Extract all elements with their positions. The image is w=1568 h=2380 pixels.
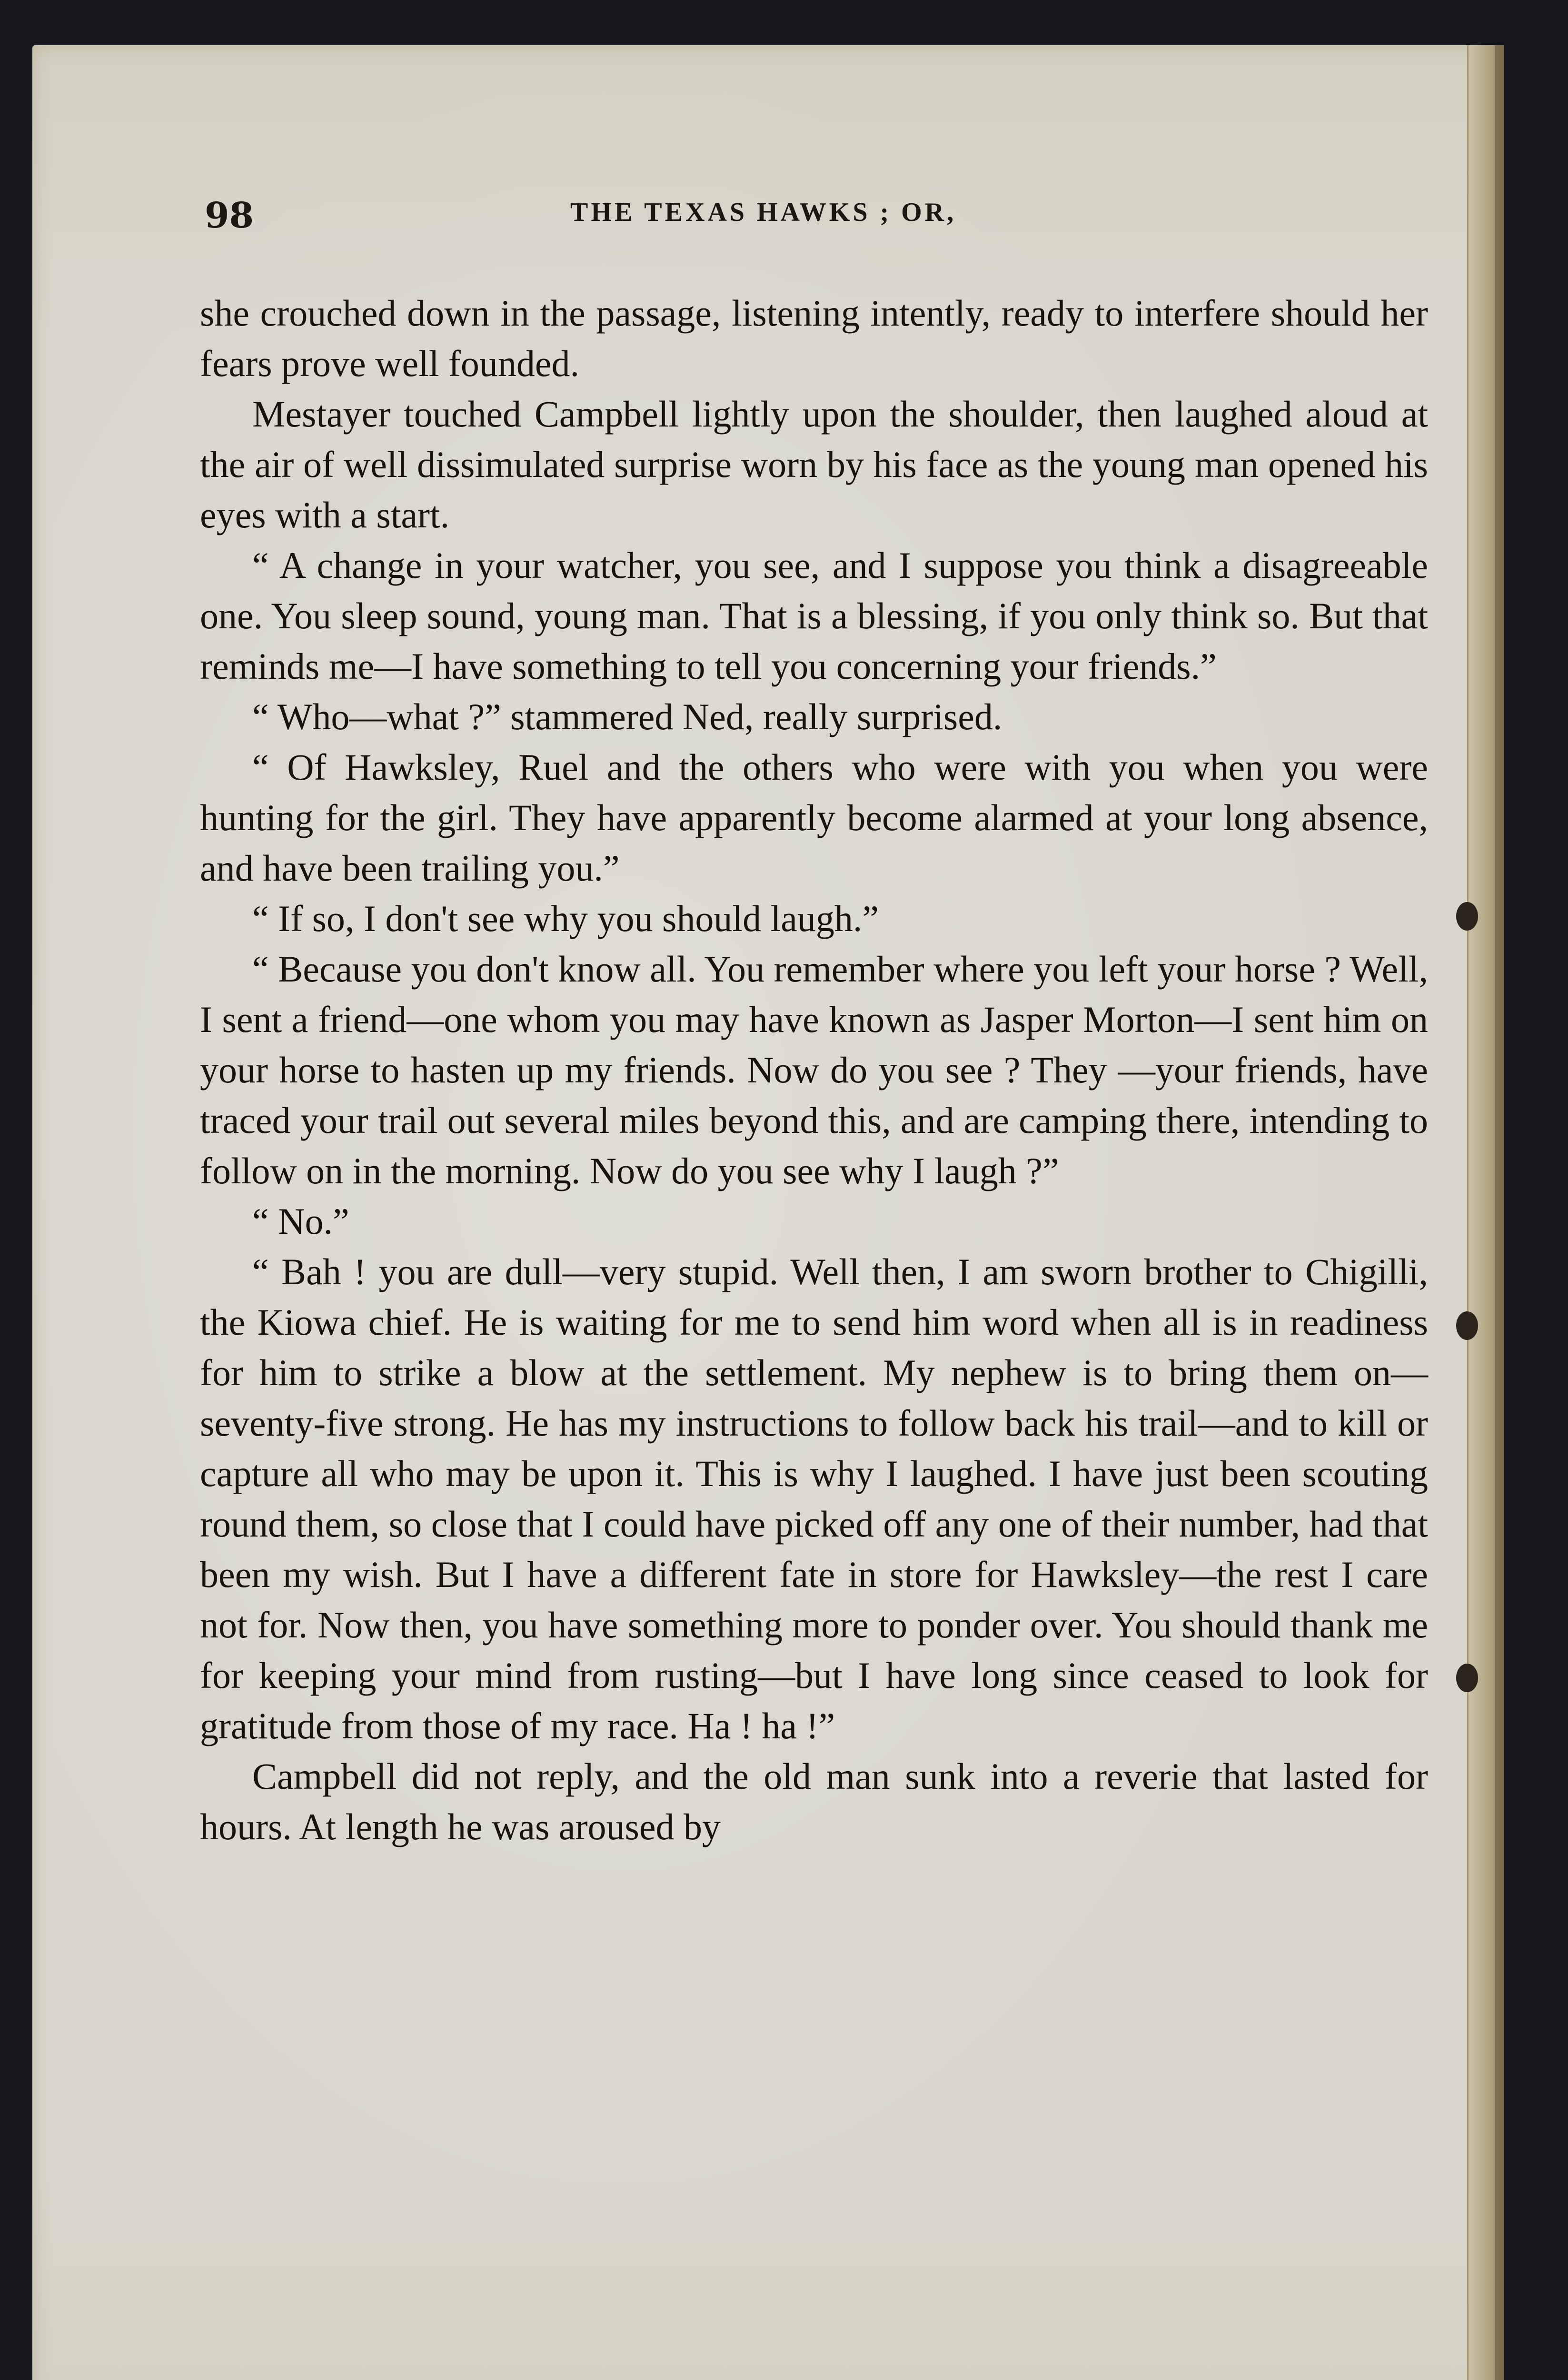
paragraph: “ No.”: [252, 1200, 349, 1242]
edge-shadow: [1495, 45, 1504, 2380]
paragraph: Mestayer touched Campbell lightly upon the shoulder, then laughed aloud at the air of well dissimulated surprise worn by his face as the young man opened his eyes with a start.: [200, 393, 1428, 536]
paragraph: “ Of Hawksley, Ruel and the others who were with you when you were hunting for the girl. They have apparently become alarmed at your long absence, and have been trailing you.”: [200, 746, 1428, 889]
paragraph: “ If so, I don't see why you should laugh.”: [252, 898, 879, 939]
paragraph: she crouched down in the passage, listening intently, ready to interfere should her fears prove well founded.: [200, 292, 1428, 384]
paragraph: “ Bah ! you are dull—very stupid. Well then, I am sworn brother to Chigilli, the Kiowa chief. He is waiting for me to send him word when all is in readiness for him to strike a blow at the settlement. My nephew is to bring them on—seventy-five strong. He has my instructions to follow back his trail—and to kill or capture all who may be upon it. This is why I laughed. I have just been scouting round them, so close that I could have picked off any one of their number, had that been my wish. But I have a different fate in store for Hawksley—the rest I care not for. Now then, you have something more to ponder over. You should thank me for keeping your mind from rusting—but I have long since ceased to look for gratitude from those of my race. Ha ! ha !”: [200, 1251, 1428, 1746]
binding-notch: [1456, 1664, 1478, 1692]
paragraph: “ A change in your watcher, you see, and I suppose you think a disagreeable one. You sleep sound, young man. That is a blessing, if you only think so. But that reminds me—I have something to tell you concerning your friends.”: [200, 545, 1428, 687]
page-edge: [1467, 45, 1504, 2380]
paragraph: “ Because you don't know all. You remember where you left your horse ? Well, I sent a friend—one whom you may have known as Jasper Morton—I sent him on your horse to hasten up my friends. Now do you see ? They —your friends, have traced your trail out several miles beyond this, and are camping there, intending to follow on in the morning. Now do you see why I laugh ?”: [200, 948, 1428, 1191]
running-head: THE TEXAS HAWKS ; OR,: [570, 198, 957, 227]
book-page: [32, 45, 1504, 2380]
binding-notch: [1456, 902, 1478, 931]
body-text: [200, 288, 1428, 1852]
paragraph: Campbell did not reply, and the old man sunk into a reverie that lasted for hours. At length he was aroused by: [200, 1755, 1428, 1847]
page-number: 98: [205, 195, 254, 236]
binding-notch: [1456, 1311, 1478, 1340]
paragraph: “ Who—what ?” stammered Ned, really surprised.: [252, 696, 1002, 737]
page-header: [32, 148, 1504, 236]
